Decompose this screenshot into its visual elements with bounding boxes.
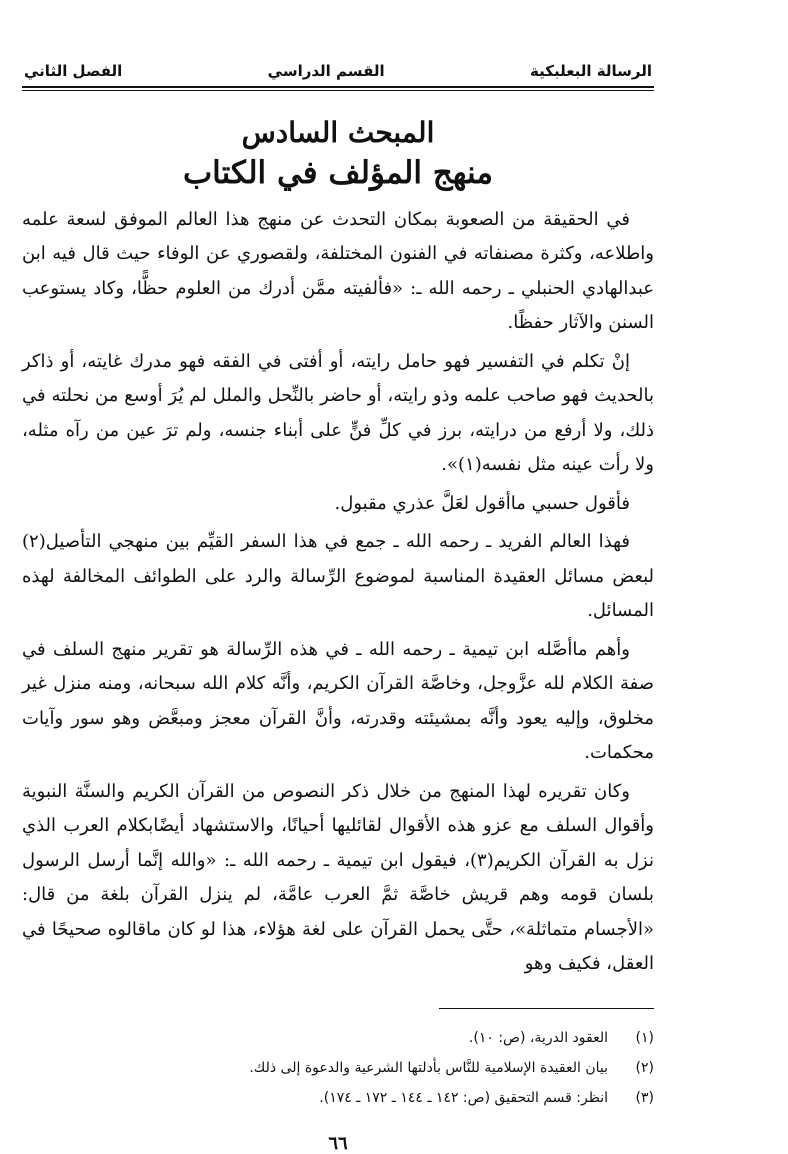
- footnote-number: (٢): [635, 1059, 654, 1076]
- footnote-number: (٣): [635, 1089, 654, 1106]
- body-text: [22, 203, 654, 982]
- running-header: [22, 62, 654, 88]
- paragraph: فأقول حسبي ماأقول لعَلَّ عذري مقبول.: [334, 492, 630, 514]
- footnote-text: انظر: قسم التحقيق (ص: ١٤٢ ـ ١٤٤ ـ ١٧٢ ـ ١٧٤).: [319, 1089, 608, 1106]
- footnote: [22, 1053, 654, 1083]
- paragraph: في الحقيقة من الصعوبة بمكان التحدث عن منهج هذا العالم الموفق لسعة علمه واطلاعه، وكثرة مصنفاته في الفنون المختلفة، ولقصوري عن الوفاء حيث قال فيه ابن عبدالهادي الحنبلي ـ رحمه الله ـ: «فألفيته ممَّن أدرك من العلوم حظًّا، وكاد يستوعب السنن والآثار حفظًا.: [22, 208, 654, 334]
- chapter-title: منهج المؤلف في الكتاب: [183, 155, 493, 191]
- header-chapter: الفصل الثاني: [24, 62, 123, 80]
- footnote-text: العقود الدرية، (ص: ١٠).: [468, 1029, 608, 1046]
- footnote-number: (١): [635, 1029, 654, 1046]
- footnote-text: بيان العقيدة الإسلامية للنَّاس بأدلتها الشرعية والدعوة إلى ذلك.: [249, 1059, 608, 1076]
- paragraph: وأهم ماأصَّله ابن تيمية ـ رحمه الله ـ في هذه الرِّسالة هو تقرير منهج السلف في صفة الكلام لله عزَّوجل، وخاصَّة القرآن الكريم، وأنَّه كلام الله سبحانه، ومنه منزل غير مخلوق، وإليه يعود وأنَّه بمشيئته وقدرته، وأنَّ القرآن معجز ومبعَّض وهو سور وآيات محكمات.: [22, 638, 654, 764]
- paragraph: فهذا العالم الفريد ـ رحمه الله ـ جمع في هذا السفر القيِّم بين منهجي التأصيل(٢) لبعض مسائل العقيدة المناسبة لموضوع الرِّسالة والرد على الطوائف المخالفة لهذه المسائل.: [22, 531, 655, 622]
- footnote-rule: [439, 1008, 654, 1009]
- paragraph: إنْ تكلم في التفسير فهو حامل رايته، أو أفتى في الفقه فهو مدرك غايته، أو ذاكر بالحديث فهو صاحب علمه وذو رايته، أو حاضر بالنِّحل والملل لم يُرَ أوسع من نحلته في ذلك، ولا أرفع من درايته، برز في كلِّ فنٍّ على أبناء جنسه، ولم ترَ عين من رآه مثله، ولا رأت عينه مثل نفسه(١)».: [22, 350, 654, 476]
- footnote: [22, 1023, 654, 1053]
- book-page: [22, 62, 654, 1154]
- header-rule: [22, 90, 654, 91]
- section-title: المبحث السادس: [241, 116, 435, 149]
- paragraph: وكان تقريره لهذا المنهج من خلال ذكر النصوص من القرآن الكريم والسنَّة النبوية وأقوال السلف مع عزو هذه الأقوال لقائليها أحيانًا، والاستشهاد أيضًابكلام العرب الذي نزل به القرآن الكريم(٣)، فيقول ابن تيمية ـ رحمه الله ـ: «والله إنَّما أرسل الرسول بلسان قومه وهم قريش خاصَّة ثمَّ العرب عامَّة، لم ينزل القرآن بلغة من قال: «الأجسام متماثلة»، حتَّى يحمل القرآن على لغة هؤلاء، هذا لو كان ماقالوه صحيحًا في العقل، فكيف وهو: [22, 780, 654, 975]
- header-section: القسم الدراسي: [267, 62, 385, 80]
- page-number: ٦٦: [328, 1132, 348, 1154]
- footnotes: [22, 1023, 654, 1113]
- header-book-title: الرسالة البعلبكية: [530, 62, 652, 80]
- footnote: [22, 1083, 654, 1113]
